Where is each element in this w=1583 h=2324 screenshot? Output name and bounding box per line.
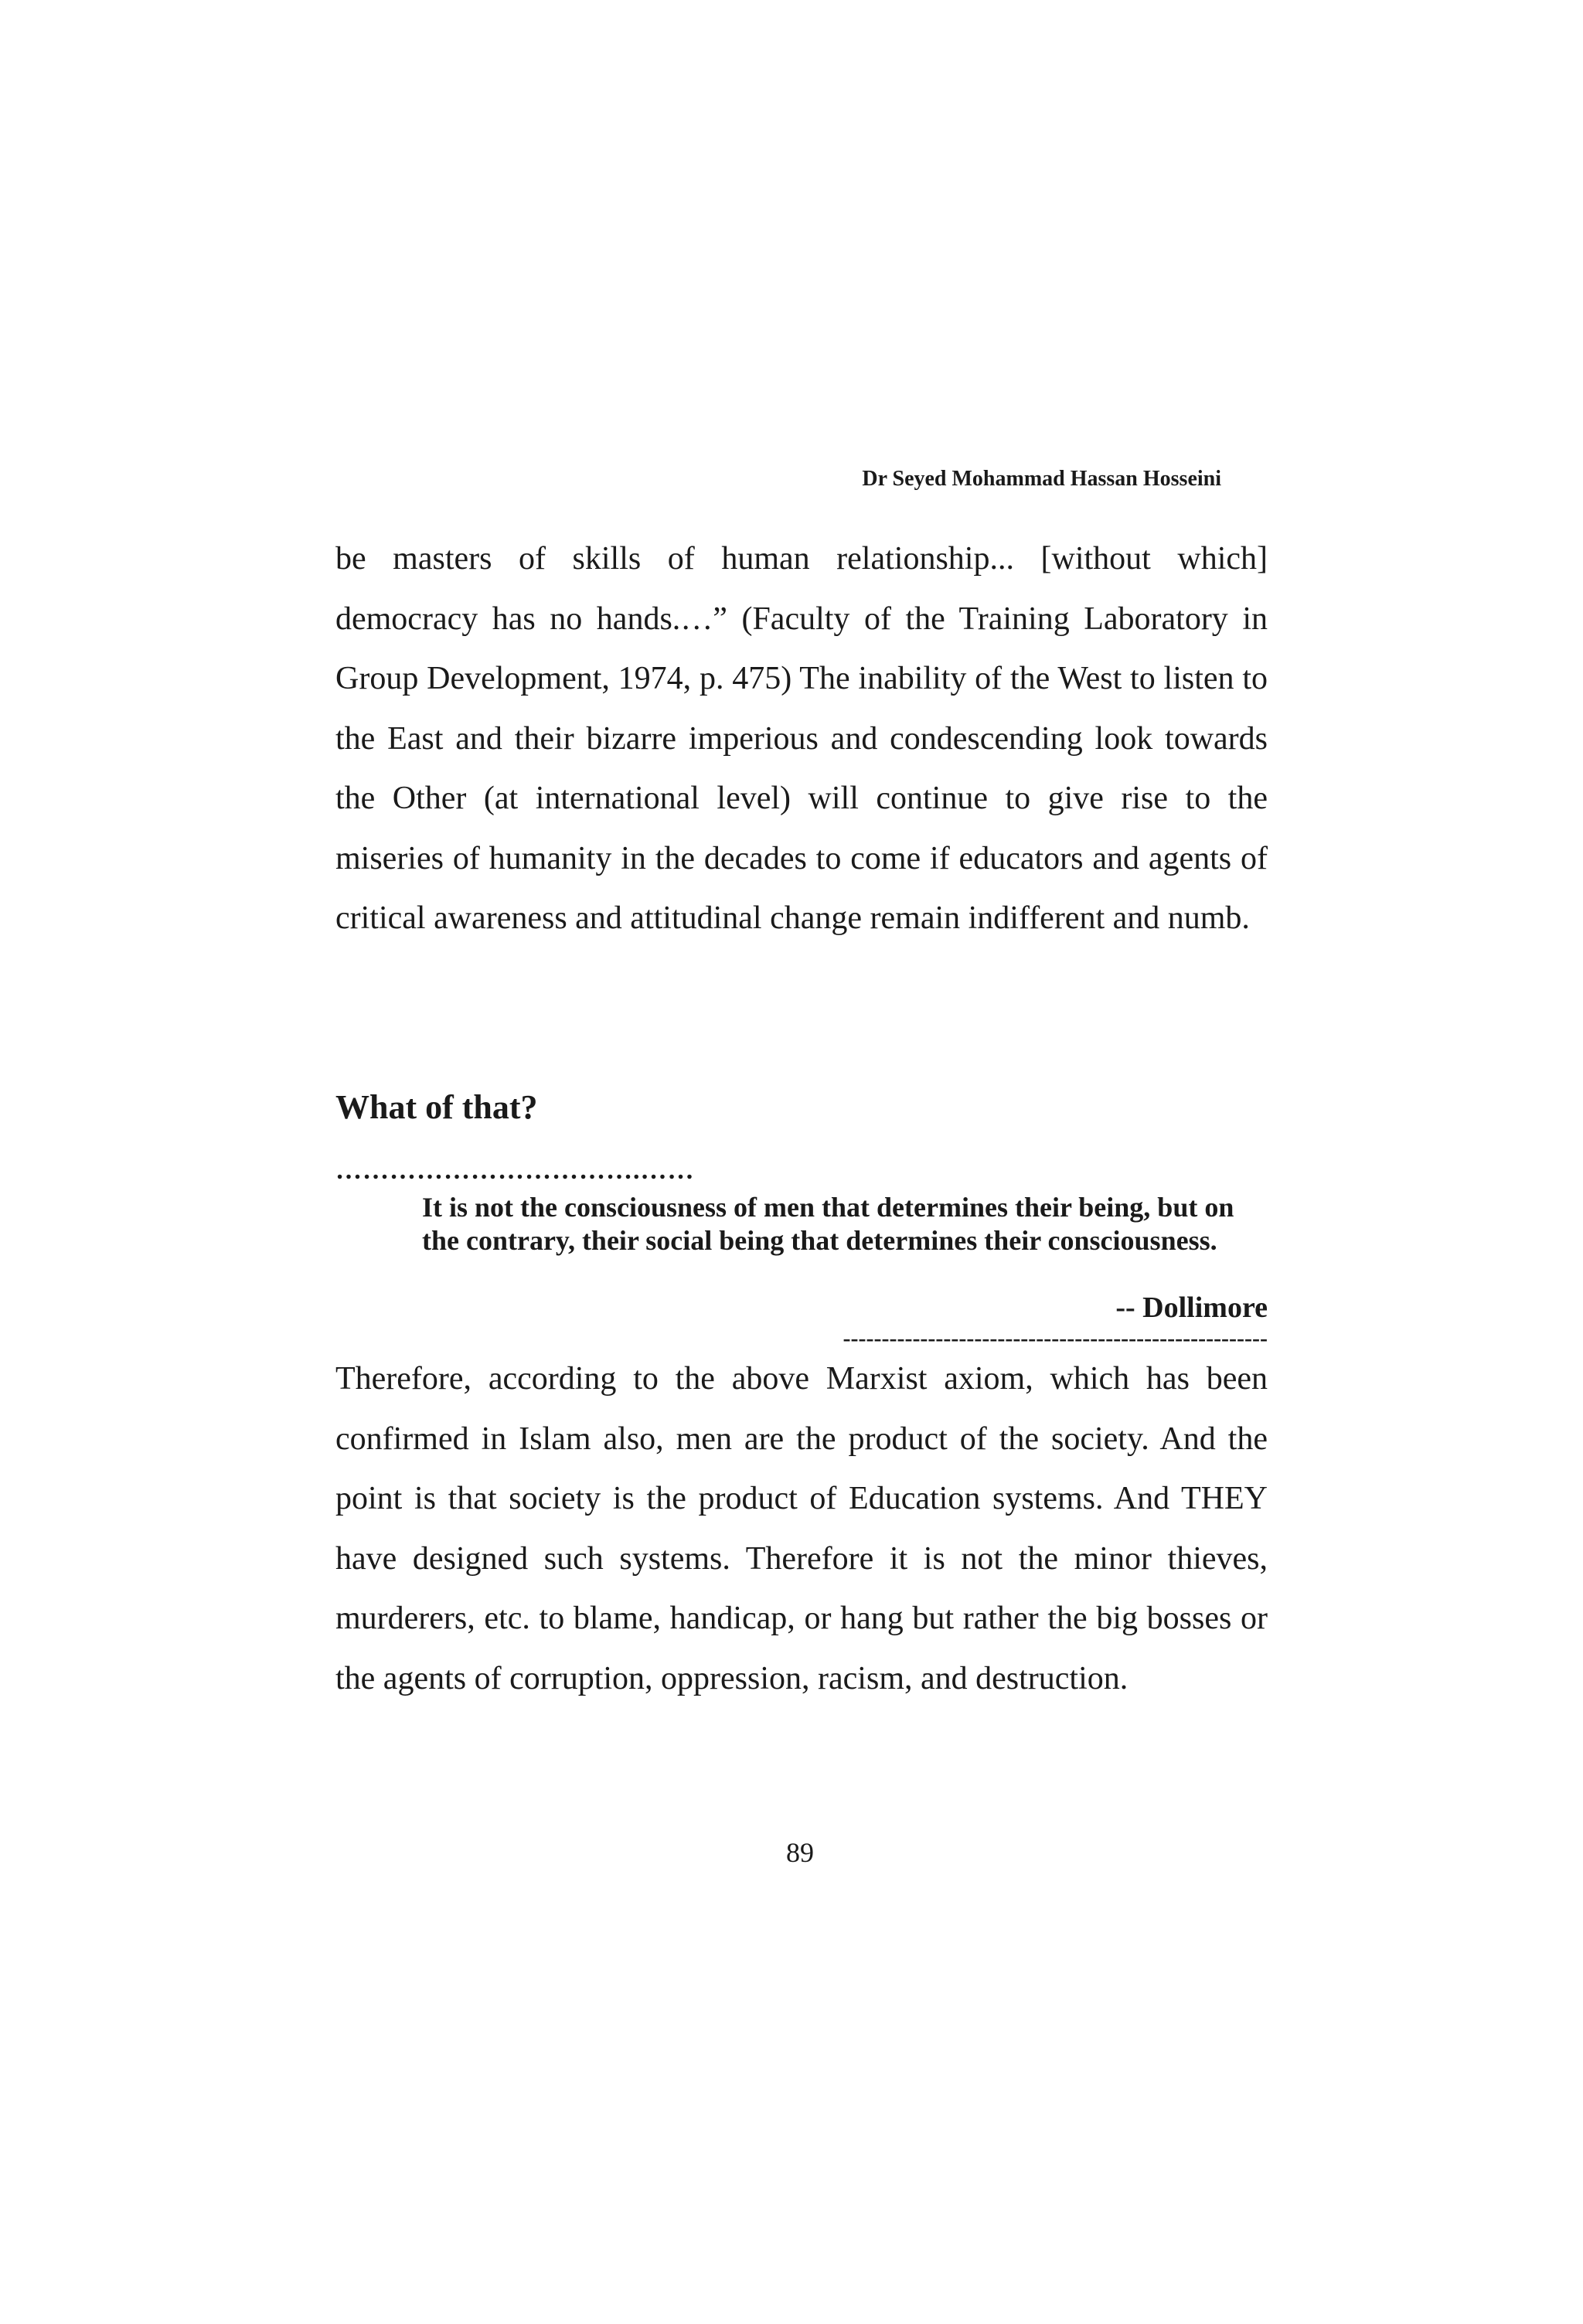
dashed-rule: ------------------------------------------------------- <box>843 1326 1268 1351</box>
body-paragraph-2: Therefore, according to the above Marxist axiom, which has been confirmed in Islam also, men are the product of the society. And the point is that society is the product of Education systems. And THEY have designed such systems. Therefore it is not the minor thieves, murderers, etc. to blame, handicap, or hang but rather the big bosses or the agents of corruption, oppression, racism, and destruction. <box>335 1361 1268 1696</box>
running-header-author: Dr Seyed Mohammad Hassan Hosseini <box>862 467 1221 491</box>
section-heading: What of that? <box>335 1088 538 1126</box>
page-number: 89 <box>786 1837 814 1868</box>
dotted-rule: …………………………….…… <box>335 1156 695 1185</box>
body-paragraph-1: be masters of skills of human relationship... [without which] democracy has no hands.…” (Faculty of the Training Laboratory in Group Development, 1974, p. 475) The inability of the West to listen to the East and their bizarre imperious and condescending look towards the Other (at international level) will continue to give rise to the miseries of humanity in the decades to come if educators and agents of critical awareness and attitudinal change remain indifferent and numb. <box>335 541 1268 936</box>
epigraph-attribution: -- Dollimore <box>1115 1291 1268 1324</box>
epigraph-quote: It is not the consciousness of men that determines their being, but on the contrary, their social being that determines their consciousness. <box>422 1192 1234 1256</box>
